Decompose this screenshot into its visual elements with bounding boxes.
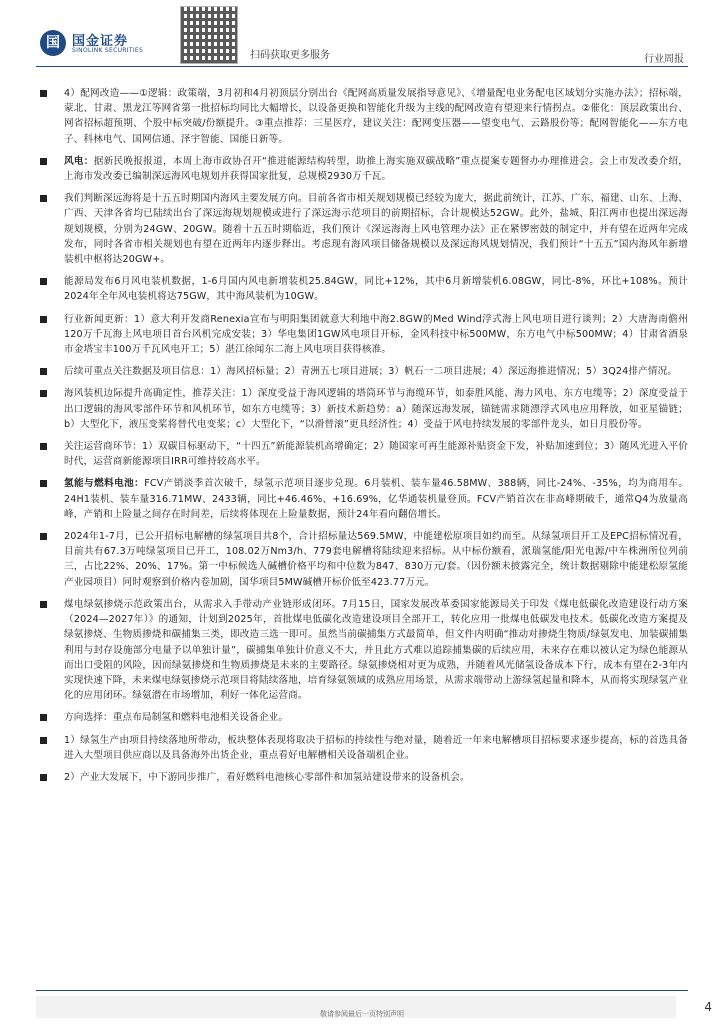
bullet-paragraph: [40, 191, 688, 267]
square-bullet-icon: [40, 158, 47, 165]
paragraph-text: 后续可重点关注数据及项目信息：1）海风招标量；2）青洲五七项目进展；3）帆石一二项目进展；4）深远海推进情况；5）3Q24排产情况。: [64, 366, 678, 378]
square-bullet-icon: [40, 90, 47, 97]
square-bullet-icon: [40, 368, 47, 375]
bullet-paragraph: [40, 476, 688, 522]
footer-divider: [36, 990, 688, 991]
bullet-paragraph: [40, 733, 688, 763]
square-bullet-icon: [40, 774, 47, 781]
paragraph-text: FCV产销淡季首次破千，绿氢示范项目逐步兑现。6月装机、装车量46.58MW、388辆，同比-24%、-35%，均为商用车。24H1装机、装车量316.71MW、2433辆，同比+46.46%、+16.69%，亿华通装机量登顶。FCV产销首次在非高峰期破千，通常Q4为放量高峰，产销和上险量之间存在时间差，后续将体现在上险量数据，预计24年看向翻倍增长。: [64, 478, 688, 520]
paragraph-text: 1）绿氢生产由项目持续落地所带动，板块整体表现将取决于招标的持续性与绝对量，随着近一年来电解槽项目招标要求逐步提高，标的首选具备进入大型项目供应商以及具备海外出货企业，重点看好电解槽相关设备端机企业。: [64, 734, 688, 761]
paragraph-text: 据新民晚报报道，本周上海市政协召开“推进能源结构转型，助推上海实施双碳战略”重点提案专题督办办理推进会。会上市发改委介绍，上海市发改委已编制深远海风电规划并获得国家批复，总规模2930万千瓦。: [64, 155, 689, 183]
logo-name-cn: 国金证券: [72, 34, 129, 49]
square-bullet-icon: [40, 316, 47, 323]
qr-code-icon: [180, 6, 238, 64]
paragraph-text: 2024年1-7月，已公开招标电解槽的绿氢项目共8个，合计招标量达569.5MW，中能建松原项目如约而至。从绿氢项目开工及EPC招标情况看，目前共有67.3万吨绿氢项目已开工，108.02万Nm3/h、779套电解槽将陆续迎来招标。从中标份额看，派瑞氢能/阳光电源/中车株洲所位列前三，占比22%、20%、17%。第一中标候选人碱槽价格平均和中位数为847、830万元/套。（因份额未披露完全，统计数据剔除中能建松原氢能产业园项目）同时观察到价格内卷加剧，国华项目5MW碱槽开标价低至423.77万元。: [64, 531, 688, 588]
paragraph-text: 关注运营商环节：1）双碳目标驱动下，“十四五”新能源装机高增确定；2）随国家可再生能源补贴资金下发，补贴加速到位；3）随风光进入平价时代，运营商新能源项目IRR可维持较高水平。: [64, 441, 688, 468]
header-divider: [36, 66, 688, 67]
square-bullet-icon: [40, 443, 47, 450]
qr-caption: 扫码获取更多服务: [250, 50, 330, 61]
bullet-paragraph: [40, 154, 688, 184]
footer-disclaimer: 敬请参阅最后一页特别声明: [320, 1010, 404, 1018]
square-bullet-icon: [40, 601, 47, 608]
bullet-paragraph: [40, 86, 688, 147]
paragraph-lead: 氢能与燃料电池：: [64, 478, 145, 490]
square-bullet-icon: [40, 278, 47, 285]
report-body: [40, 86, 688, 792]
bullet-paragraph: [40, 770, 688, 785]
paragraph-text: 我们判断深远海将是十五五时期国内海风主要发展方向。目前各省市相关规划规模已经较为庞大，据此前统计，江苏、广东、福建、山东、上海、广西、天津各省均已陆续出台了深远海规划规模或进行了深远海示范项目的前期招标，合计规模达52GW。此外，盐城、阳江两市也提出深远海规划规模，分别为24GW、20GW。随着十五五时期临近，我们预计《深远海海上风电管理办法》正在紧锣密鼓的制定中，并有望在近两年完成发布，同时各省市相关规划也有望在近两年内逐步释出。考虑现有海风项目储备规模以及深远海风规划情况，我们预计“十五五”国内海风年新增装机中枢将达20GW+。: [64, 193, 688, 266]
paragraph-text: 行业新闻更新：1）意大利开发商Renexia宣布与明阳集团就意大利地中海2.8GW的Med Wind浮式海上风电项目进行谈判；2）大唐海南儋州120万千瓦海上风电项目首台风机完成安装；3）华电集团1GW风电项目开标，金风科技中标500MW，东方电气中标500MW；4）甘肃省酒泉市金塔宝丰100万千瓦风电开工；5）湛江徐闻东二海上风电项目获得核准。: [64, 313, 688, 356]
bullet-paragraph: [40, 529, 688, 590]
bullet-paragraph: [40, 710, 688, 725]
paragraph-text: 方向选择：重点布局制氢和燃料电池相关设备企业。: [64, 712, 289, 724]
bullet-paragraph: [40, 312, 688, 358]
square-bullet-icon: [40, 390, 47, 397]
square-bullet-icon: [40, 480, 47, 487]
paragraph-text: 2）产业大发展下，中下游同步推广，看好燃料电池核心零部件和加氢站建设带来的设备机会。: [64, 771, 470, 783]
page-header: [0, 0, 724, 70]
logo-name-en: SINOLINK SECURITIES: [72, 47, 144, 54]
paragraph-text: 海风装机边际提升高确定性，推荐关注：1）深度受益于海风逻辑的塔筒环节与海缆环节，如泰胜风能、海力风电、东方电缆等；2）深度受益于出口逻辑的海风零部件环节和风机环节，如东方电缆等；3）新技术新趋势：a）随深远海发展，锚链需求随漂浮式风电应用释放，如亚星锚链；b）大型化下，液压变桨将替代电变桨；c）大型化下，“以滑替滚”更具经济性；4）受益于风电持续发展的零部件龙头，如日月股份等。: [64, 388, 688, 430]
square-bullet-icon: [40, 195, 47, 202]
report-type-label: 行业周报: [644, 54, 684, 65]
bullet-paragraph: [40, 364, 688, 379]
bullet-paragraph: [40, 597, 688, 703]
square-bullet-icon: [40, 714, 47, 721]
bullet-paragraph: [40, 439, 688, 469]
bullet-paragraph: [40, 274, 688, 304]
paragraph-text: 煤电绿氨掺烧示范政策出台，从需求入手带动产业链形成闭环。7月15日，国家发展改革委国家能源局关于印发《煤电低碳化改造建设行动方案（2024—2027年）》的通知，计划到2025年，首批煤电低碳化改造建设项目全部开工，转化应用一批煤电低碳发电技术。低碳化改造方案提及绿氨掺烧、生物质掺烧和碳捕集三类，即改造三选一即可。虽然当前碳捕集方式最简单，但文件内明确“推动对掺烧生物质/绿氨发电、加装碳捕集利用与封存设施部分电量予以单独计量”，碳捕集单独计价意义不大，并且此方式难以追踪捕集碳的后续应用，未来存在难以被认定为绿色能源从而出口受阻的风险，因而绿氨掺烧和生物质掺烧是未来的主要路径。绿氨掺烧相对更为成熟，并随着风光储氢设备成本下行，成本有望在2-3年内实现快速下降，未来煤电绿氨掺烧示范项目将陆续落地，培育绿氨领域的成熟应用场景，从需求端带动上游绿氢起量和降本，从而将实现绿氢产业化的应用闭环。绿氨潜在市场增加，利好一体化运营商。: [64, 598, 688, 702]
paragraph-text: 能源局发布6月风电装机数据，1-6月国内风电新增装机25.84GW，同比+12%，其中6月新增装机6.08GW，同比-8%，环比+108%。预计2024年全年风电装机将达75GW，其中海风装机为10GW。: [64, 276, 688, 303]
square-bullet-icon: [40, 737, 47, 744]
page-footer: [0, 990, 724, 1024]
bullet-paragraph: [40, 386, 688, 432]
paragraph-lead: 风电：: [64, 155, 94, 167]
company-logo: [40, 30, 170, 60]
page-number: 4: [704, 1000, 712, 1014]
logo-mark-icon: 国: [40, 30, 66, 56]
paragraph-text: 4）配网改造——①逻辑：政策端，3月初和4月初顶层分别出台《配网高质量发展指导意见》、《增量配电业务配电区域划分实施办法》；招标端，蒙北、甘肃、黑龙江等网省第一批招标均同比大幅增长，以设备更换和智能化升级为主线的配网改造有望迎来行情拐点。②催化：顶层政策出台、网省招标超预期、个股中标突破/份额提升。③重点推荐：三星医疗，建议关注：配网变压器——望变电气、云路股份等；配网智能化——东方电子、科林电气、国网信通、泽宇智能、国能日新等。: [64, 88, 688, 145]
square-bullet-icon: [40, 533, 47, 540]
